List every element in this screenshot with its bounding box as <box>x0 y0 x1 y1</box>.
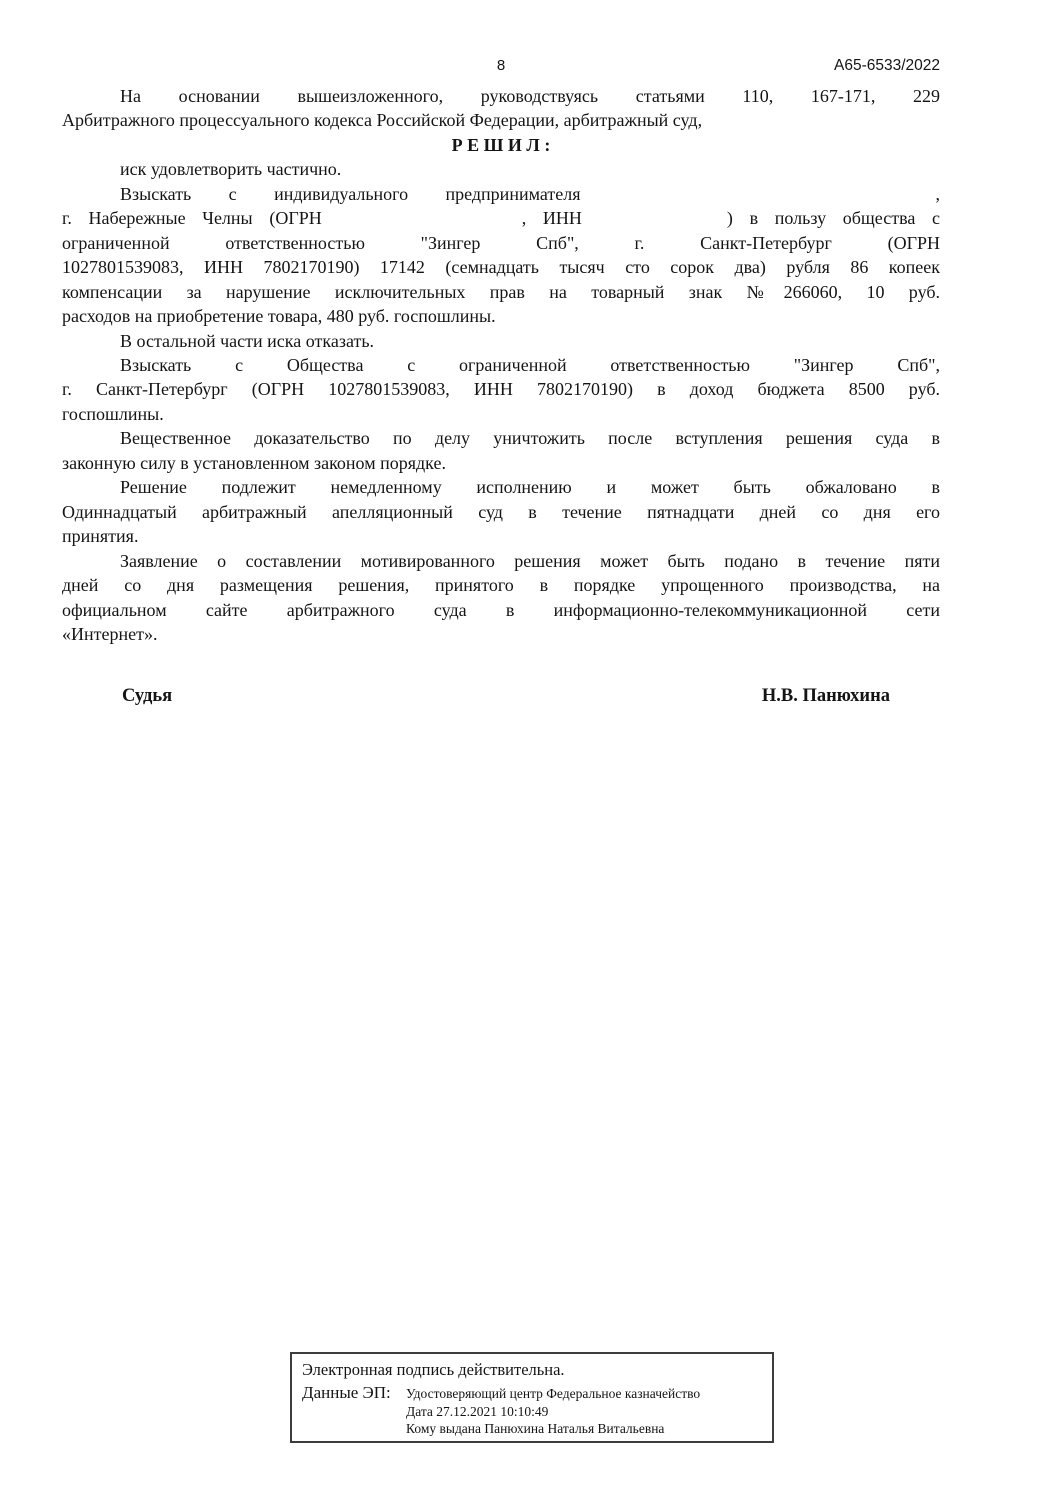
stamp-data-row <box>302 1383 762 1438</box>
judge-label: Судья <box>122 686 173 706</box>
text-line: Арбитражного процессуального кодекса Российской Федерации, арбитражный суд, <box>62 110 703 131</box>
text-line: Взыскать с индивидуального предпринимателя , <box>120 183 940 204</box>
text-line: В остальной части иска отказать. <box>120 330 375 351</box>
stamp-data-values <box>406 1383 700 1438</box>
stamp-data-label: Данные ЭП: <box>302 1383 391 1402</box>
text-line: Решение подлежит немедленному исполнению и может быть обжаловано в <box>120 477 940 498</box>
stamp-date: Дата 27.12.2021 10:10:49 <box>406 1403 549 1419</box>
text-line: госпошлины. <box>62 403 164 424</box>
signature-row <box>62 686 940 707</box>
text-line: На основании вышеизложенного, руководствуясь статьями 110, 167-171, 229 <box>120 86 940 106</box>
judge-name: Н.В. Панюхина <box>761 686 890 706</box>
stamp-valid-text: Электронная подпись действительна. <box>302 1360 565 1379</box>
redaction-gap <box>582 223 727 224</box>
text-line: официальном сайте арбитражного суда в информационно-телекоммуникационной сети <box>62 599 940 620</box>
body-text <box>62 84 940 646</box>
text-line: «Интернет». <box>62 623 158 644</box>
text-line: г. Санкт-Петербург (ОГРН 1027801539083, ИНН 7802170190) в доход бюджета 8500 руб. <box>62 379 940 400</box>
text-line: расходов на приобретение товара, 480 руб. госпошлины. <box>62 306 496 327</box>
case-number: А65-6533/2022 <box>833 57 940 74</box>
text-line: Одиннадцатый арбитражный апелляционный суд в течение пятнадцати дней со дня его <box>62 501 940 522</box>
text-line: Взыскать с Общества с ограниченной ответственностью "Зингер Спб", <box>120 354 940 375</box>
text-line: ограниченной ответственностью "Зингер Спб", г. Санкт-Петербург (ОГРН <box>62 232 940 253</box>
text-line: Вещественное доказательство по делу уничтожить после вступления решения суда в <box>120 428 940 449</box>
text-line: иск удовлетворить частично. <box>120 159 342 180</box>
signature-stamp <box>290 1352 774 1443</box>
text-line: принятия. <box>62 526 139 547</box>
resolution-heading: Р Е Ш И Л : <box>451 134 551 155</box>
redaction-gap <box>322 223 522 224</box>
text-line: компенсации за нарушение исключительных прав на товарный знак №266060, 10 руб. <box>62 281 940 302</box>
stamp-cert-authority: Удостоверяющий центр Федеральное казначейство <box>406 1386 701 1401</box>
redaction-gap <box>581 199 936 200</box>
page-number: 8 <box>496 57 506 74</box>
text-line: Заявление о составлении мотивированного решения может быть подано в течение пяти <box>120 550 940 571</box>
text-line: 1027801539083, ИНН 7802170190) 17142 (семнадцать тысяч сто сорок два) рубля 86 копеек <box>62 257 940 278</box>
text-line: дней со дня размещения решения, принятого в порядке упрощенного производства, на <box>62 575 940 596</box>
text-line: законную силу в установленном законом порядке. <box>62 452 446 473</box>
text-line: г. Набережные Челны (ОГРН , ИНН ) в пользу общества с <box>62 208 940 229</box>
stamp-issued-to: Кому выдана Панюхина Наталья Витальевна <box>406 1421 665 1436</box>
